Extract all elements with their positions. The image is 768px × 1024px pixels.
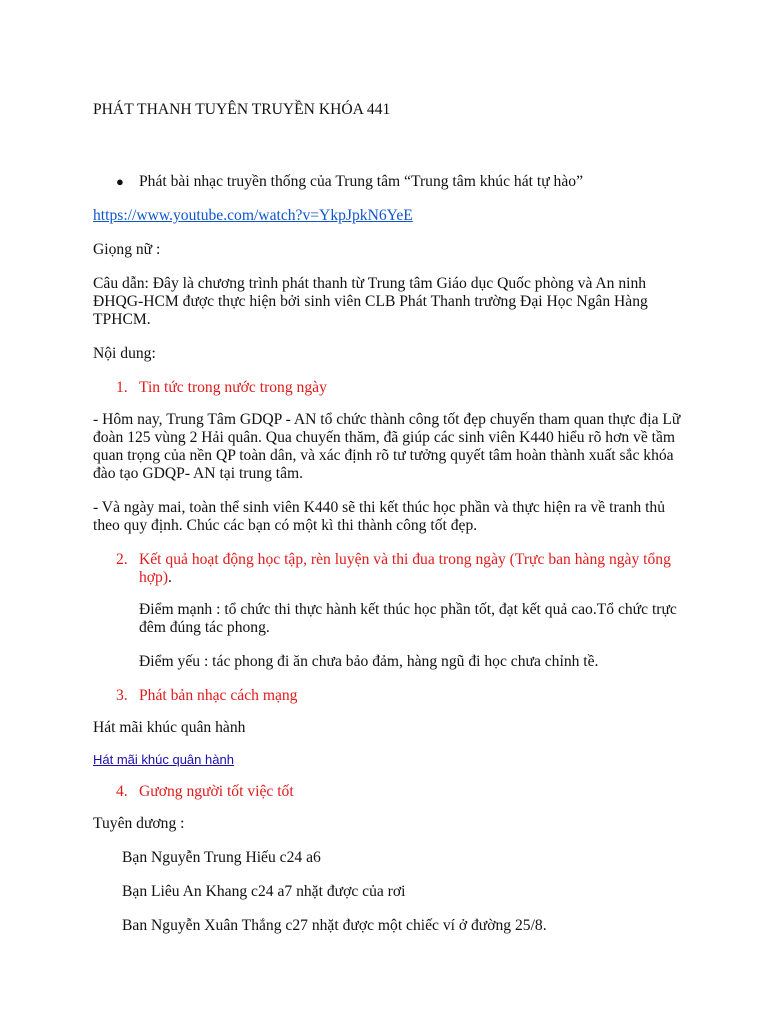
section-4-heading (93, 783, 683, 801)
news-paragraph-2: - Và ngày mai, toàn thể sinh viên K440 sẽ thi kết thúc học phần và thực hiện ra về tranh thủ theo quy định. Chúc các bạn có một kì thi thành công tốt đẹp. (93, 499, 665, 534)
list-item: Ban Nguyễn Xuân Thắng c27 nhặt được một chiếc ví ở đường 25/8. (122, 917, 547, 934)
strength-paragraph: Điểm mạnh : tổ chức thi thực hành kết thúc học phần tốt, đạt kết quả cao.Tổ chức trực đêm đúng tác phong. (139, 601, 677, 636)
list-item: Bạn Nguyễn Trung Hiếu c24 a6 (122, 849, 321, 866)
voice-label: Giọng nữ : (93, 241, 161, 258)
section-heading-text: Tin tức trong nước trong ngày (139, 379, 327, 396)
weakness-paragraph: Điểm yếu : tác phong đi ăn chưa bảo đảm, hàng ngũ đi học chưa chỉnh tề. (139, 653, 599, 670)
section-heading-text: Gương người tốt việc tốt (139, 783, 294, 800)
youtube-link[interactable]: https://www.youtube.com/watch?v=YkpJpkN6YeE (93, 207, 413, 224)
intro-paragraph: Câu dẫn: Đây là chương trình phát thanh từ Trung tâm Giáo dục Quốc phòng và An ninh ĐHQG-HCM được thực hiện bởi sinh viên CLB Phát Thanh trường Đại Học Ngân Hàng TPHCM. (93, 275, 648, 328)
section-number: 4. (116, 783, 128, 800)
section-3-heading (93, 687, 683, 705)
document-title: PHÁT THANH TUYÊN TRUYỀN KHÓA 441 (93, 101, 391, 118)
section-number: 1. (116, 379, 128, 396)
bullet-dot-icon: ● (116, 174, 124, 189)
news-paragraph-1: - Hôm nay, Trung Tâm GDQP - AN tổ chức thành công tốt đẹp chuyến tham quan thực địa Lữ đoàn 125 vùng 2 Hải quân. Qua chuyến thăm, đã giúp các sinh viên K440 hiểu rõ hơn về tầm quan trọng của nền QP toàn dân, và xác định rõ tư tưởng quyết tâm hoàn thành xuất sắc khóa đào tạo GDQP- AN tại trung tâm. (93, 411, 681, 482)
song-title: Hát mãi khúc quân hành (93, 719, 246, 736)
section-heading-main: Kết quả hoạt động học tập, rèn luyện và thi đua trong ngày (Trực ban hàng ngày tổng hợp) (139, 551, 671, 586)
list-item: Bạn Liêu An Khang c24 a7 nhặt được của rơi (122, 883, 406, 900)
section-heading-text (139, 551, 683, 587)
bullet-text: Phát bài nhạc truyền thống của Trung tâm “Trung tâm khúc hát tự hào” (139, 173, 583, 190)
section-heading-tail: . (168, 569, 172, 586)
song-link[interactable]: Hát mãi khúc quân hành (93, 752, 234, 767)
section-heading-text: Phát bản nhạc cách mạng (139, 687, 298, 704)
section-1-heading (93, 379, 683, 397)
content-label: Nội dung: (93, 345, 156, 362)
bullet-item (93, 173, 683, 191)
section-2-heading (93, 551, 683, 587)
section-number: 2. (116, 551, 128, 568)
section-number: 3. (116, 687, 128, 704)
praise-label: Tuyên dương : (93, 815, 185, 832)
document-body (93, 101, 683, 951)
